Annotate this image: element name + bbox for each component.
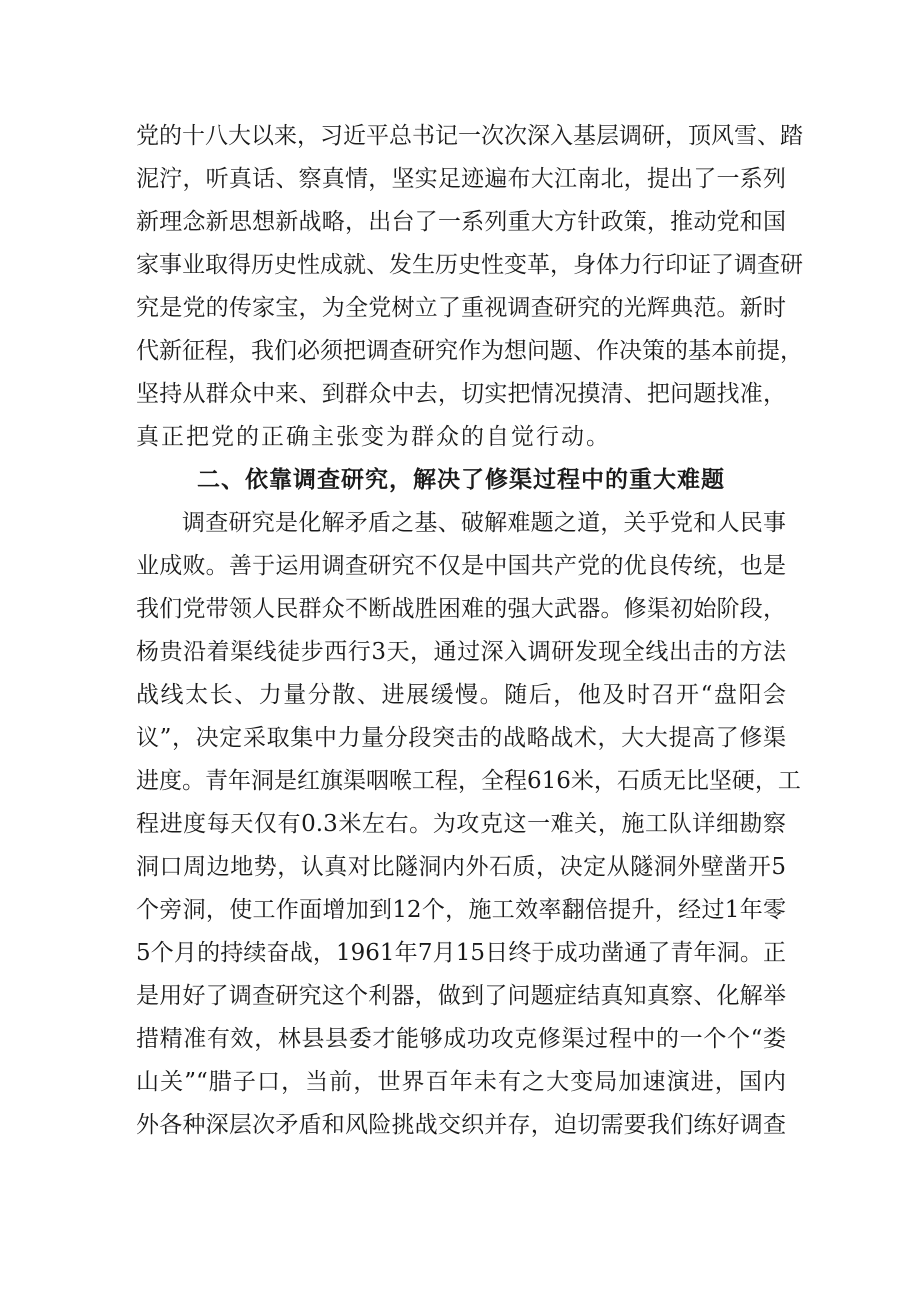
- paragraph-1-line: 泥泞，听真话、察真情，坚实足迹遍布大江南北，提出了一系列: [136, 166, 786, 192]
- paragraph-2-line: 调查研究是化解矛盾之基、破解难题之道，关乎党和人民事: [182, 510, 786, 536]
- paragraph-2-line: 进度。青年洞是红旗渠咽喉工程，全程616米，石质无比坚硬，工: [136, 768, 801, 794]
- paragraph-2-line: 洞口周边地势，认真对比隧洞内外石质，决定从隧洞外壁凿开5: [136, 854, 786, 880]
- paragraph-2-line: 杨贵沿着渠线徒步西行3天，通过深入调研发现全线出击的方法: [136, 639, 786, 665]
- paragraph-2-line: 措精准有效，林县县委才能够成功攻克修渠过程中的一个个“娄: [136, 1026, 786, 1052]
- paragraph-1-line: 真正把党的正确主张变为群众的自觉行动。: [136, 424, 611, 450]
- paragraph-2-line: 战线太长、力量分散、进展缓慢。随后，他及时召开“盘阳会: [136, 682, 786, 708]
- paragraph-2-line: 是用好了调查研究这个利器，做到了问题症结真知真察、化解举: [136, 983, 786, 1009]
- paragraph-1-line: 代新征程，我们必须把调查研究作为想问题、作决策的基本前提，: [136, 338, 803, 364]
- paragraph-2-line: 议”，决定采取集中力量分段突击的战略战术，大大提高了修渠: [136, 725, 786, 751]
- paragraph-2-line: 外各种深层次矛盾和风险挑战交织并存，迫切需要我们练好调查: [136, 1112, 786, 1138]
- paragraph-1-line: 新理念新思想新战略，出台了一系列重大方针政策，推动党和国: [136, 209, 786, 235]
- paragraph-1-line: 坚持从群众中来、到群众中去，切实把情况摸清、把问题找准，: [136, 381, 786, 407]
- paragraph-2-line: 我们党带领人民群众不断战胜困难的强大武器。修渠初始阶段，: [136, 596, 786, 622]
- paragraph-2-line: 业成败。善于运用调查研究不仅是中国共产党的优良传统，也是: [136, 553, 786, 579]
- paragraph-2-line: 程进度每天仅有0.3米左右。为攻克这一难关，施工队详细勘察: [136, 811, 786, 837]
- paragraph-1-line: 究是党的传家宝，为全党树立了重视调查研究的光辉典范。新时: [136, 295, 786, 321]
- paragraph-2-line: 个旁洞，使工作面增加到12个，施工效率翻倍提升，经过1年零: [136, 897, 786, 923]
- paragraph-2-line: 山关”“腊子口，当前，世界百年未有之大变局加速演进，国内: [136, 1069, 786, 1095]
- paragraph-2-line: 5个月的持续奋战，1961年7月15日终于成功凿通了青年洞。正: [136, 940, 786, 966]
- paragraph-1-line: 家事业取得历史性成就、发生历史性变革，身体力行印证了调查研: [136, 252, 803, 278]
- section-heading: 二、依靠调查研究，解决了修渠过程中的重大难题: [197, 467, 725, 493]
- paragraph-1-line: 党的十八大以来，习近平总书记一次次深入基层调研，顶风雪、踏: [136, 123, 803, 149]
